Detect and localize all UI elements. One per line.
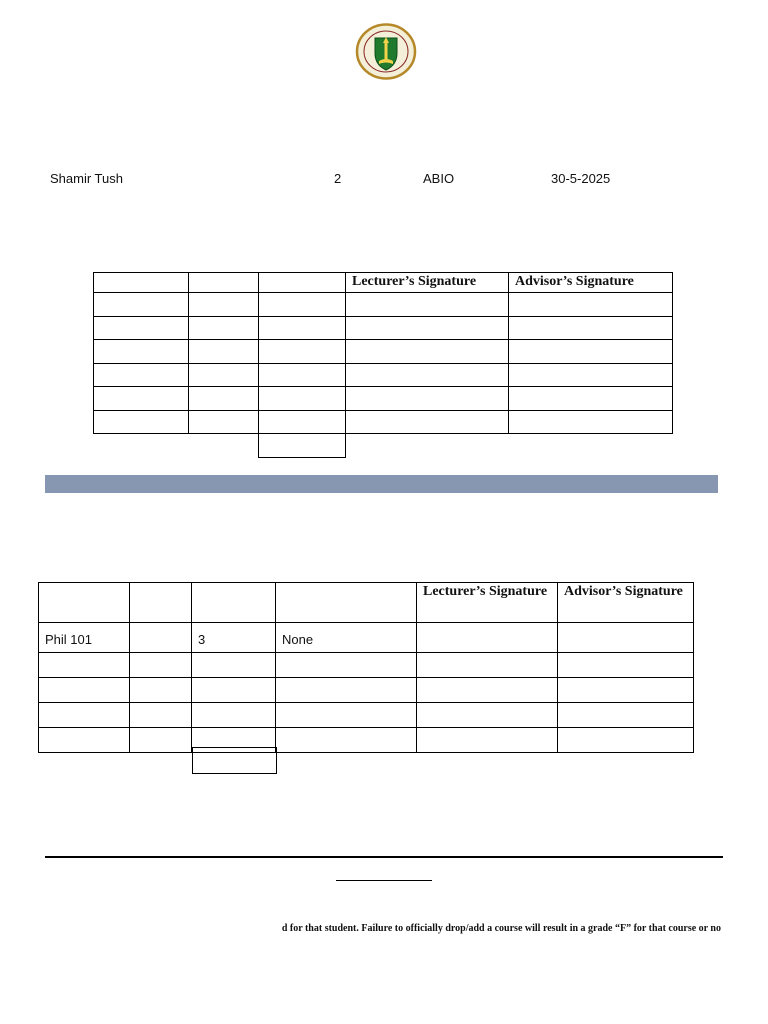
table-cell[interactable] — [94, 410, 189, 434]
table-cell[interactable] — [276, 703, 417, 728]
lecturer-signature-cell[interactable] — [346, 363, 509, 387]
table-cell[interactable] — [259, 340, 346, 364]
table-header-cell — [189, 273, 259, 293]
lecturer-signature-cell[interactable] — [417, 728, 558, 753]
lecturer-signature-cell[interactable] — [417, 623, 558, 653]
table-cell[interactable] — [192, 678, 276, 703]
table-cell[interactable] — [276, 678, 417, 703]
advisor-signature-cell[interactable] — [509, 316, 673, 340]
college-logo — [355, 23, 417, 80]
table-cell[interactable] — [259, 363, 346, 387]
table-cell[interactable] — [94, 387, 189, 411]
student-year: 2 — [334, 171, 342, 186]
lecturer-signature-cell[interactable] — [346, 340, 509, 364]
table-row — [94, 363, 673, 387]
table-header-cell — [276, 583, 417, 623]
table-cell[interactable] — [189, 293, 259, 317]
table-cell[interactable] — [94, 340, 189, 364]
advisor-signature-cell[interactable] — [558, 653, 694, 678]
advisor-signature-cell[interactable] — [509, 387, 673, 411]
table-cell[interactable] — [94, 293, 189, 317]
table-cell[interactable] — [94, 316, 189, 340]
table-header-row — [94, 273, 673, 293]
advisor-signature-cell[interactable] — [509, 410, 673, 434]
student-program: ABIO — [423, 171, 455, 186]
course-code-cell[interactable]: Phil 101 — [39, 623, 130, 653]
table-cell[interactable] — [39, 728, 130, 753]
prerequisite-cell[interactable]: None — [276, 623, 417, 653]
table-cell[interactable] — [259, 293, 346, 317]
table-cell[interactable] — [192, 653, 276, 678]
courses-table-2 — [38, 582, 694, 753]
table-cell[interactable] — [259, 410, 346, 434]
signature-line — [336, 880, 432, 881]
advisor-signature-cell[interactable] — [558, 703, 694, 728]
table-row — [39, 653, 694, 678]
table-header-cell — [130, 583, 192, 623]
advisor-signature-cell[interactable] — [509, 293, 673, 317]
footer-note: d for that student. Failure to officially drop/add a course will result in a grade “F” for that course or no — [281, 923, 721, 934]
lecturer-signature-header: Lecturer’s Signature — [417, 583, 558, 623]
advisor-signature-header: Advisor’s Signature — [509, 273, 673, 293]
table-header-cell — [192, 583, 276, 623]
table-cell[interactable] — [189, 387, 259, 411]
table-cell[interactable] — [39, 678, 130, 703]
credits-cell[interactable]: 3 — [192, 623, 276, 653]
lecturer-signature-cell[interactable] — [346, 387, 509, 411]
table-header-cell — [94, 273, 189, 293]
advisor-signature-cell[interactable] — [509, 340, 673, 364]
table-row — [94, 387, 673, 411]
table-row — [39, 678, 694, 703]
advisor-signature-header: Advisor’s Signature — [558, 583, 694, 623]
lecturer-signature-cell[interactable] — [417, 703, 558, 728]
footer-divider — [45, 856, 723, 858]
table-cell[interactable] — [276, 653, 417, 678]
student-name: Shamir Tush — [50, 171, 123, 186]
table-cell[interactable] — [192, 703, 276, 728]
lecturer-signature-cell[interactable] — [417, 653, 558, 678]
table-header-row — [39, 583, 694, 623]
advisor-signature-cell[interactable] — [558, 678, 694, 703]
college-seal-icon — [355, 23, 417, 80]
table-cell[interactable] — [276, 728, 417, 753]
table-cell[interactable] — [259, 387, 346, 411]
table-cell[interactable] — [189, 316, 259, 340]
lecturer-signature-header: Lecturer’s Signature — [346, 273, 509, 293]
table-cell[interactable] — [130, 678, 192, 703]
table-row — [94, 340, 673, 364]
table-row — [94, 293, 673, 317]
lecturer-signature-cell[interactable] — [346, 293, 509, 317]
table-cell[interactable] — [189, 410, 259, 434]
advisor-signature-cell[interactable] — [558, 728, 694, 753]
table-row — [39, 728, 694, 753]
table-cell[interactable] — [130, 623, 192, 653]
table-cell[interactable] — [259, 316, 346, 340]
table-row — [94, 410, 673, 434]
table-row — [94, 316, 673, 340]
table-cell[interactable] — [189, 363, 259, 387]
table-header-cell — [39, 583, 130, 623]
table-cell[interactable] — [94, 363, 189, 387]
section-divider-bar — [45, 475, 718, 493]
table-cell[interactable] — [39, 653, 130, 678]
lecturer-signature-cell[interactable] — [417, 678, 558, 703]
lecturer-signature-cell[interactable] — [346, 316, 509, 340]
total-credits-box-2[interactable] — [192, 747, 277, 774]
table-cell[interactable] — [39, 703, 130, 728]
table-cell[interactable] — [130, 653, 192, 678]
total-credits-box-1[interactable] — [258, 433, 346, 458]
courses-table-1 — [93, 272, 673, 434]
table-row — [39, 623, 694, 653]
advisor-signature-cell[interactable] — [558, 623, 694, 653]
table-cell[interactable] — [130, 728, 192, 753]
table-cell[interactable] — [130, 703, 192, 728]
lecturer-signature-cell[interactable] — [346, 410, 509, 434]
advisor-signature-cell[interactable] — [509, 363, 673, 387]
table-row — [39, 703, 694, 728]
table-cell[interactable] — [189, 340, 259, 364]
table-header-cell — [259, 273, 346, 293]
form-date: 30-5-2025 — [551, 171, 611, 186]
